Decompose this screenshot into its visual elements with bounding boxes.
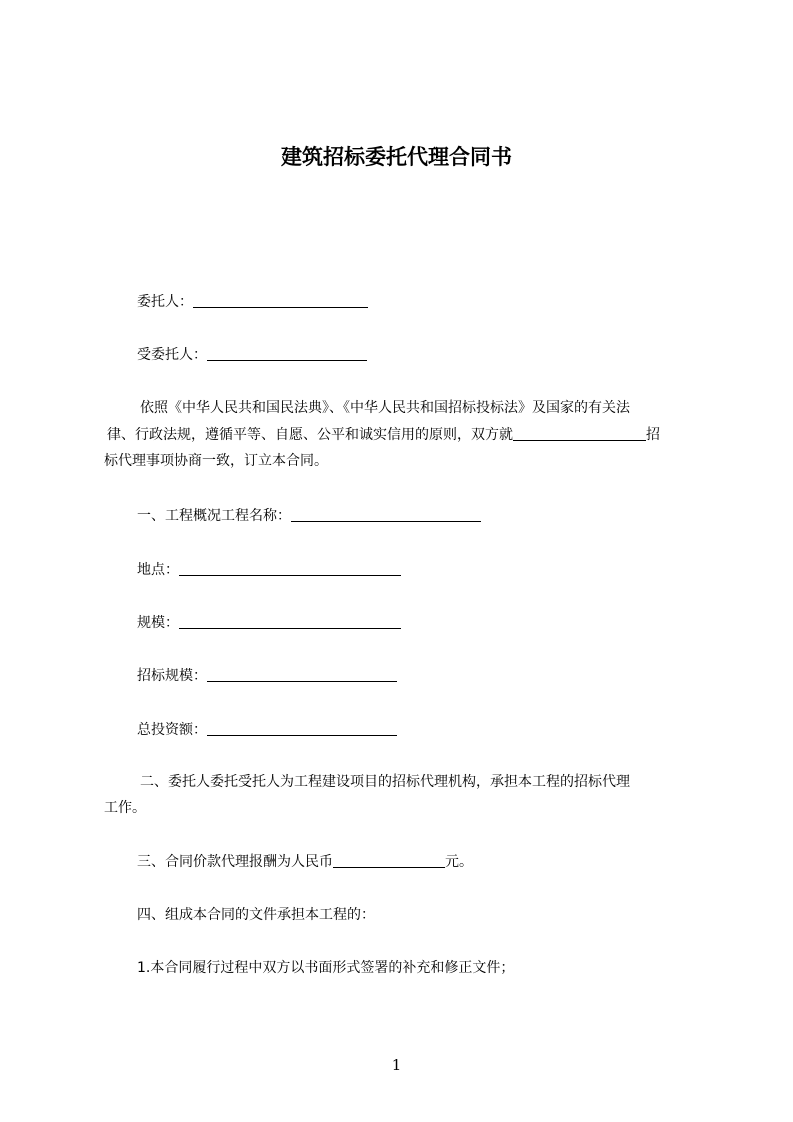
- scale-line: [137, 614, 401, 631]
- location-line: [137, 561, 401, 578]
- agent-blank[interactable]: [207, 346, 367, 361]
- total-investment-line: [137, 721, 397, 738]
- agent-line: [137, 346, 367, 363]
- document-title: 建筑招标委托代理合同书: [281, 145, 512, 169]
- project-name-label: 一、工程概况工程名称：: [137, 508, 291, 524]
- project-blank[interactable]: [513, 426, 646, 441]
- total-investment-blank[interactable]: [207, 721, 397, 736]
- tender-scale-blank[interactable]: [207, 667, 397, 682]
- fee-label: 三、合同价款代理报酬为人民币: [137, 854, 333, 870]
- location-blank[interactable]: [179, 561, 401, 576]
- fee-blank[interactable]: [333, 853, 445, 868]
- preamble-line-3: 标代理事项协商一致，订立本合同。: [104, 453, 328, 469]
- preamble-line-2-text: 律、行政法规，遵循平等、自愿、公平和诚实信用的原则，双方就: [107, 427, 513, 443]
- project-name-line: [137, 507, 481, 524]
- scale-blank[interactable]: [179, 614, 401, 629]
- scale-label: 规模：: [137, 615, 179, 631]
- page-number: 1: [391, 1056, 402, 1074]
- section2-line-2: 工作。: [104, 800, 146, 816]
- section4-item-1: 1.本合同履行过程中双方以书面形式签署的补充和修正文件；: [137, 960, 515, 976]
- tender-scale-line: [137, 667, 397, 684]
- principal-blank[interactable]: [193, 293, 368, 308]
- preamble-line-1: 依照《中华人民共和国民法典》、《中华人民共和国招标投标法》及国家的有关法: [140, 400, 630, 416]
- fee-unit: 元。: [445, 854, 473, 870]
- preamble-line-2-tail: 招: [646, 427, 660, 443]
- section2-line-1: 二、委托人委托受托人为工程建设项目的招标代理机构，承担本工程的招标代理: [140, 774, 630, 790]
- location-label: 地点：: [137, 562, 179, 578]
- project-name-blank[interactable]: [291, 507, 481, 522]
- principal-label: 委托人：: [137, 294, 193, 310]
- fee-line: [137, 853, 473, 870]
- tender-scale-label: 招标规模：: [137, 668, 207, 684]
- section4-heading: 四、组成本合同的文件承担本工程的：: [137, 907, 375, 923]
- total-investment-label: 总投资额：: [137, 722, 207, 738]
- preamble-line-2: [107, 426, 660, 443]
- agent-label: 受委托人：: [137, 347, 207, 363]
- principal-line: [137, 293, 368, 310]
